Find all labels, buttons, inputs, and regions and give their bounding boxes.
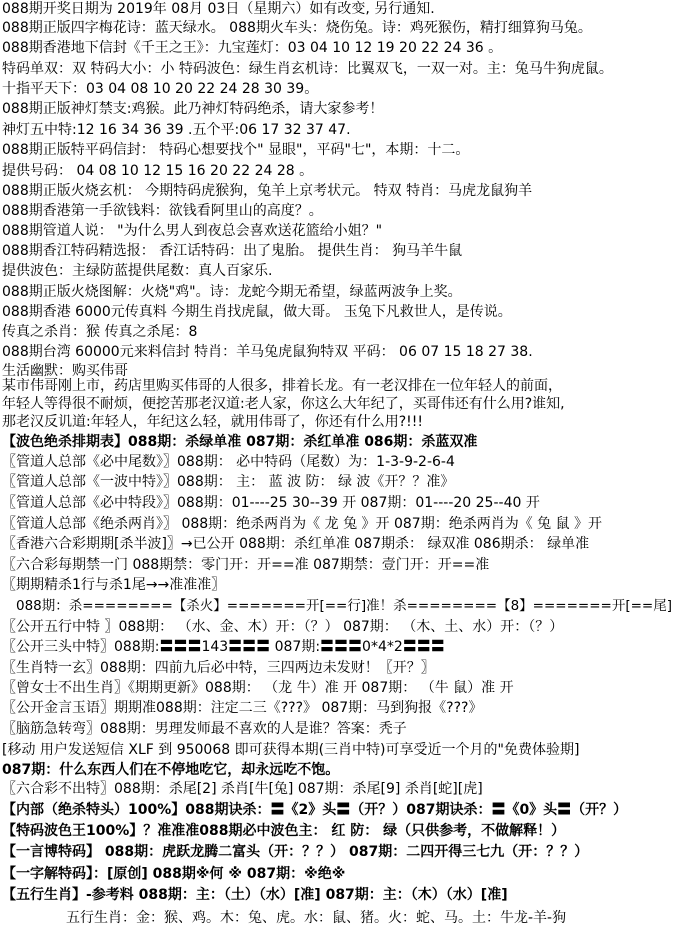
line-19: 生活幽默：购买伟哥 [2,363,128,379]
line-36: 〖公开金言玉语〗期期准088期：注定二三《???》 087期：马到狗报《???》 [2,700,483,716]
line-05: 十指平天下：03 04 08 10 20 22 24 28 30 39。 [2,81,319,97]
line-29: 〖六合彩每期禁一门 088期禁：零门开：开==准 087期禁：壹门开：开==准 [2,557,490,573]
line-09: 提供号码： 04 08 10 12 15 16 20 22 24 28 。 [2,163,314,179]
line-34: 〖生肖特一玄〗088期：四前九后必中特，三四两边未发财！〖开？〗 [2,660,435,676]
line-26: 〖管道人总部《必中特段》〗088期：01----25 30--39 开 087期：01----20 25--40 开 [2,495,540,511]
line-32: 〖公开五行中特 〗088期： （水、金、木）开：（？） 087期： （木、土、水）开：（？） [2,619,564,635]
line-27: 〖管道人总部《绝杀两肖》〗 088期：绝杀两肖为《 龙 兔 》开 087期：绝杀两肖为《 兔 鼠 》开 [2,516,603,532]
line-21: 年轻人等得很不耐烦，便挖苦那老汉道:老人家，你这么大年纪了，买哥伟还有什么用?谁知, [2,396,565,412]
line-24: 〖管道人总部《必中尾数》〗088期： 必中特码（尾数）为：1-3-9-2-6-4 [2,454,455,470]
line-18: 088期台湾 60000元来料信封 特肖：羊马兔虎鼠狗特双 平码： 06 07 15 18 27 38. [2,344,533,360]
line-42: 【特码波色王100%】？准准准088期必中波色主： 红 防： 绿（只供参考，不做解释！） [2,823,566,839]
line-46: 五行生肖：金：猴、鸡。木：兔、虎。水：鼠、猪。火：蛇、马。土：牛龙-羊-狗 [66,910,567,926]
line-08: 088期正版特平码信封： 特码心想要找个" 显眼"，平码"七"，本期：十二。 [2,142,470,158]
line-39: 087期：什么东西人们在不停地吃它，却永远吃不饱。 [2,762,340,778]
line-01: 088期开奖日期为 2019年 08月 03日（星期六）如有改变, 另行通知. [2,1,435,17]
line-33: 〖公开三头中特〗088期:〓〓〓143〓〓〓 087期:〓〓〓0*4*2〓〓〓 [2,639,445,655]
line-40: 〖六合彩不出特〗088期：杀尾[2] 杀肖[牛[兔] 087期：杀尾[9] 杀肖[蛇][虎] [2,781,483,797]
line-22: 那老汉反讥道:年轻人，年纪这么轻，就用伟哥了，你还有什么用?!!! [2,414,423,430]
line-30: 〖期期精杀1行与杀1尾→→准准准〗 [2,577,226,593]
line-17: 传真之杀肖：猴 传真之杀尾：8 [2,324,198,340]
line-43: 【一言博特码】 088期：虎跃龙腾二富头（开：？？） 087期：二四开得三七九（开：？？） [2,844,589,860]
line-03: 088期香港地下信封《千王之王》：九宝莲灯：03 04 10 12 19 20 22 24 36 。 [2,40,503,56]
line-15: 088期正版火烧图解：火烧"鸡"。诗：龙蛇今期无希望，绿蓝两波争上奖。 [2,284,462,300]
line-11: 088期香港第一手欲钱料：欲钱看阿里山的高度？。 [2,203,323,219]
line-45: 【五行生肖】-参考料 088期：主：（土）（水）[准] 087期：主：（木）（水）[准] [2,887,508,903]
line-25: 〖管道人总部《一波中特》〗088期： 主： 蓝 波 防： 绿 波《开？？准》 [2,474,455,490]
line-37: 〖脑筋急转弯〗088期：男理发师最不喜欢的人是谁？答案：秃子 [2,721,407,737]
line-12: 088期管道人说： "为什么男人到夜总会喜欢送花篮给小姐？" [2,223,383,239]
line-31: 088期：杀========【杀火】=======开[==行]准！杀========【8】=======开[==尾] [16,598,673,614]
line-44: 【一字解特码】：[原创] 088期※何 ※ 087期：※绝※ [2,866,346,882]
line-16: 088期香港 6000元传真料 今期生肖找虎鼠，做大哥。 玉兔下凡救世人，是传说。 [2,304,512,320]
line-06: 088期正版神灯禁支:鸡猴。此乃神灯特码绝杀，请大家参考！ [2,101,384,117]
line-10: 088期正版火烧玄机： 今期特码虎猴狗，兔羊上京考状元。 特双 特肖：马虎龙鼠狗羊 [2,183,533,199]
line-23: 【波色绝杀排期表】088期：杀绿单准 087期：杀红单准 086期：杀蓝双准 [2,434,478,450]
line-35: 〖曾女士不出生肖〗《期期更新》088期： （龙 牛）准 开 087期： （牛 鼠）准 开 [2,680,514,696]
line-13: 088期香江特码精选报： 香江话特码：出了鬼胎。 提供生肖： 狗马羊牛鼠 [2,243,463,259]
line-28: 〖香港六合彩期期[杀半波]〗→已公开 088期：杀红单准 087期杀： 绿双准 086期杀： 绿单准 [2,536,590,552]
line-38: [移动 用户发送短信 XLF 到 950068 即可获得本期(三肖中特)可享受近一个月的"免费体验期] [2,742,580,758]
line-14: 提供波色：主绿防蓝提供尾数：真人百家乐. [2,263,273,279]
line-04: 特码单双：双 特码大小：小 特码波色：绿生肖玄机诗：比翼双飞，一双一对。主：兔马牛狗虎鼠。 [2,61,613,77]
line-41: 【内部（绝杀特头）100%】088期诀杀：〓《2》头〓（开？）087期诀杀：〓《0》头〓（开？） [2,802,628,818]
line-07: 神灯五中特:12 16 34 36 39 .五个平:06 17 32 37 47. [2,122,351,138]
line-02: 088期正版四字梅花诗：蓝天绿水。 088期火车头：烧伤兔。诗：鸡死猴伤，精打细算狗马兔。 [2,20,592,36]
line-20: 某市伟哥刚上市，药店里购买伟哥的人很多，排着长龙。有一老汉排在一位年轻人的前面， [2,378,562,394]
